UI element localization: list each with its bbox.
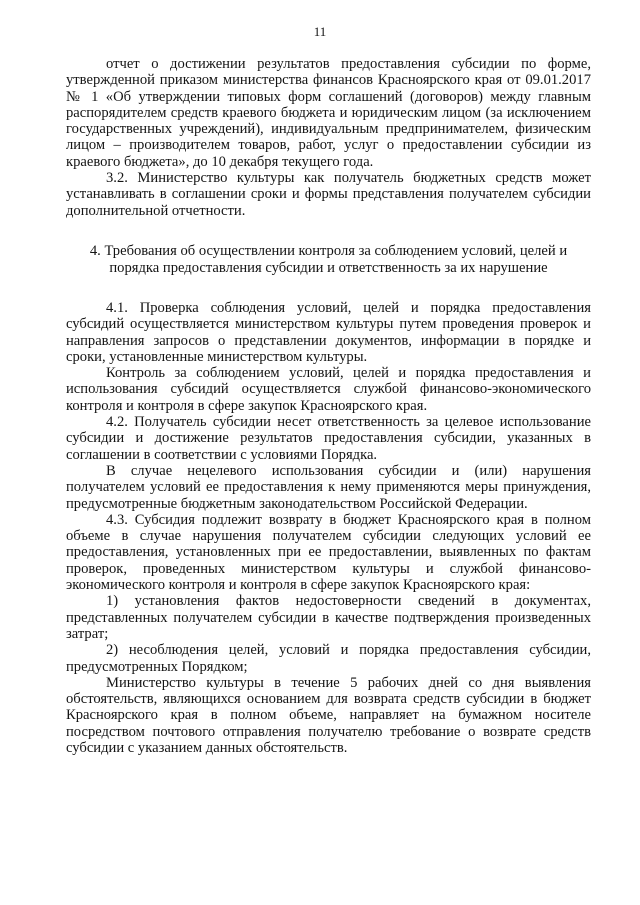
paragraph-report-requirements: отчет о достижении результатов предоставления субсидии по форме, утвержденной приказом министерства финансов Красноярского края от 09.01.2017 № 1 «Об утверждении типовых форм соглашений (договоров) между главным распорядителем средств краевого бюджета и юридическим лицом (за исключением государственных учреждений), индивидуальным предпринимателем, физическим лицом – производителем товаров, работ, услуг о предоставлении субсидии из краевого бюджета», до 10 декабря текущего года. (66, 56, 591, 170)
paragraph-control: Контроль за соблюдением условий, целей и порядка предоставления и использования субсидий осуществляется службой финансово-экономического контроля и контроля в сфере закупок Красноярского края. (66, 365, 591, 414)
section-4-heading-line-2: порядка предоставления субсидии и ответственность за их нарушение (109, 260, 548, 277)
paragraph-misuse: В случае нецелевого использования субсидии и (или) нарушения получателем условий ее предоставления к нему применяются меры принуждения, предусмотренные бюджетным законодательством Российской Федерации. (66, 462, 591, 512)
paragraph-3-2: 3.2. Министерство культуры как получатель бюджетных средств может устанавливать в соглашении сроки и формы представления получателем субсидии дополнительной отчетности. (66, 170, 591, 219)
paragraph-4-3: 4.3. Субсидия подлежит возврату в бюджет Красноярского края в полном объеме в случае нарушения получателем субсидии следующих условий ее предоставления, установленных при ее предоставлении, выявленных по фактам проверок, проведенных министерством культуры и службой финансово-экономического контроля и контроля в сфере закупок Красноярского края: (66, 511, 591, 594)
paragraph-return-demand: Министерство культуры в течение 5 рабочих дней со дня выявления обстоятельств, являющихся основанием для возврата средств субсидии в бюджет Красноярского края в полном объеме, направляет на бумажном носителе посредством почтового отправления получателю требование о возврате средств субсидии с указанием данных обстоятельств. (66, 674, 591, 756)
document-body (66, 56, 591, 756)
section-4-heading (66, 243, 591, 278)
list-item-2: 2) несоблюдения целей, условий и порядка предоставления субсидии, предусмотренных Порядком; (66, 642, 591, 675)
paragraph-4-1: 4.1. Проверка соблюдения условий, целей и порядка предоставления субсидий осуществляется министерством культуры путем проведения проверок и направления запросов о представлении документов, информации в порядке и сроки, установленные министерством культуры. (66, 299, 591, 365)
paragraph-4-2: 4.2. Получатель субсидии несет ответственность за целевое использование субсидии и достижение результатов предоставления субсидии, указанных в соглашении в соответствии с условиями Порядка. (66, 414, 591, 463)
list-item-1: 1) установления фактов недостоверности сведений в документах, представленных получателем субсидии в качестве подтверждения произведенных затрат; (66, 593, 591, 642)
page-number: 11 (313, 24, 327, 39)
section-4-heading-line-1: 4. Требования об осуществлении контроля за соблюдением условий, целей и (89, 242, 568, 259)
